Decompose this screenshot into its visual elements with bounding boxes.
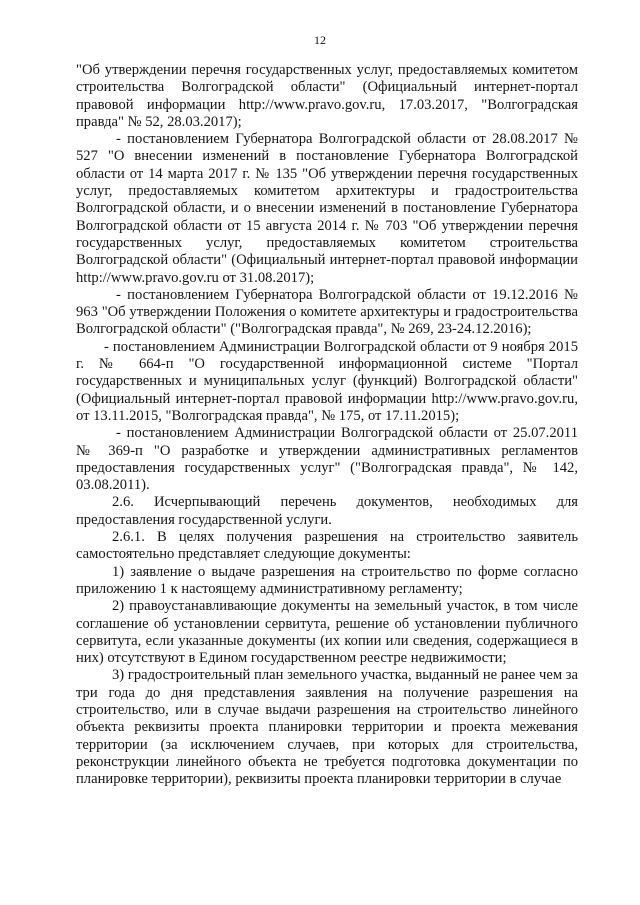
paragraph-2: - постановлением Губернатора Волгоградской области от 28.08.2017 № 527 "О внесении изменений в постановление Губернатора Волгоградской области от 14 марта 2017 г. № 135 "Об утверждении перечня государственных услуг, предоставляемых комитетом архитектуры и градостроительства Волгоградской области, и о внесении изменений в постановление Губернатора Волгоградской области от 15 августа 2014 г. № 703 "Об утверждении перечня государственных услуг, предоставляемых комитетом строительства Волгоградской области" (Официальный интернет-портал правовой информации http://www.pravo.gov.ru от 31.08.2017); [76, 131, 578, 286]
paragraph-1: "Об утверждении перечня государственных услуг, предоставляемых комитетом строительства Волгоградской области" (Официальный интернет-портал правовой информации http://www.pravo.gov.ru, 17.03.2017, "Волгоградская правда" № 52, 28.03.2017); [76, 62, 578, 130]
paragraph-3: - постановлением Губернатора Волгоградской области от 19.12.2016 № 963 "Об утверждении Положения о комитете архитектуры и градостроительства Волгоградской области" ("Волгоградская правда", № 269, 23-24.12.2016); [76, 286, 578, 338]
list-item-3: 3) градостроительный план земельного участка, выданный не ранее чем за три года до дня представления заявления на получение разрешения на строительство, или в случае выдачи разрешения на строительство линейного объекта реквизиты проекта планировки территории и проекта межевания территории (за исключением случаев, при которых для строительства, реконструкции линейного объекта не требуется подготовка документации по планировке территории), реквизиты проекта планировки территории в случае [76, 667, 578, 788]
page-number: 12 [314, 33, 326, 47]
section-2-6-1: 2.6.1. В целях получения разрешения на строительство заявитель самостоятельно представляет следующие документы: [76, 529, 578, 563]
list-item-2: 2) правоустанавливающие документы на земельный участок, в том числе соглашение об установлении сервитута, решение об установлении публичного сервитута, если указанные документы (их копии или сведения, содержащиеся в них) отсутствуют в Едином государственном реестре недвижимости; [76, 598, 578, 667]
section-2-6-heading: 2.6. Исчерпывающий перечень документов, необходимых для предоставления государственной услуги. [76, 494, 578, 528]
document-body [76, 62, 578, 788]
paragraph-5: - постановлением Администрации Волгоградской области от 25.07.2011 № 369-п "О разработке и утверждении административных регламентов предоставления государственных услуг" ("Волгоградская правда", № 142, 03.08.2011). [76, 425, 578, 494]
paragraph-4: - постановлением Администрации Волгоградской области от 9 ноября 2015 г. № 664-п "О государственной информационной системе "Портал государственных и муниципальных услуг (функций) Волгоградской области" (Официальный интернет-портал правовой информации http://www.pravo.gov.ru, от 13.11.2015, "Волгоградская правда", № 175, от 17.11.2015); [76, 338, 578, 424]
list-item-1: 1) заявление о выдаче разрешения на строительство по форме согласно приложению 1 к настоящему административному регламенту; [76, 563, 578, 597]
